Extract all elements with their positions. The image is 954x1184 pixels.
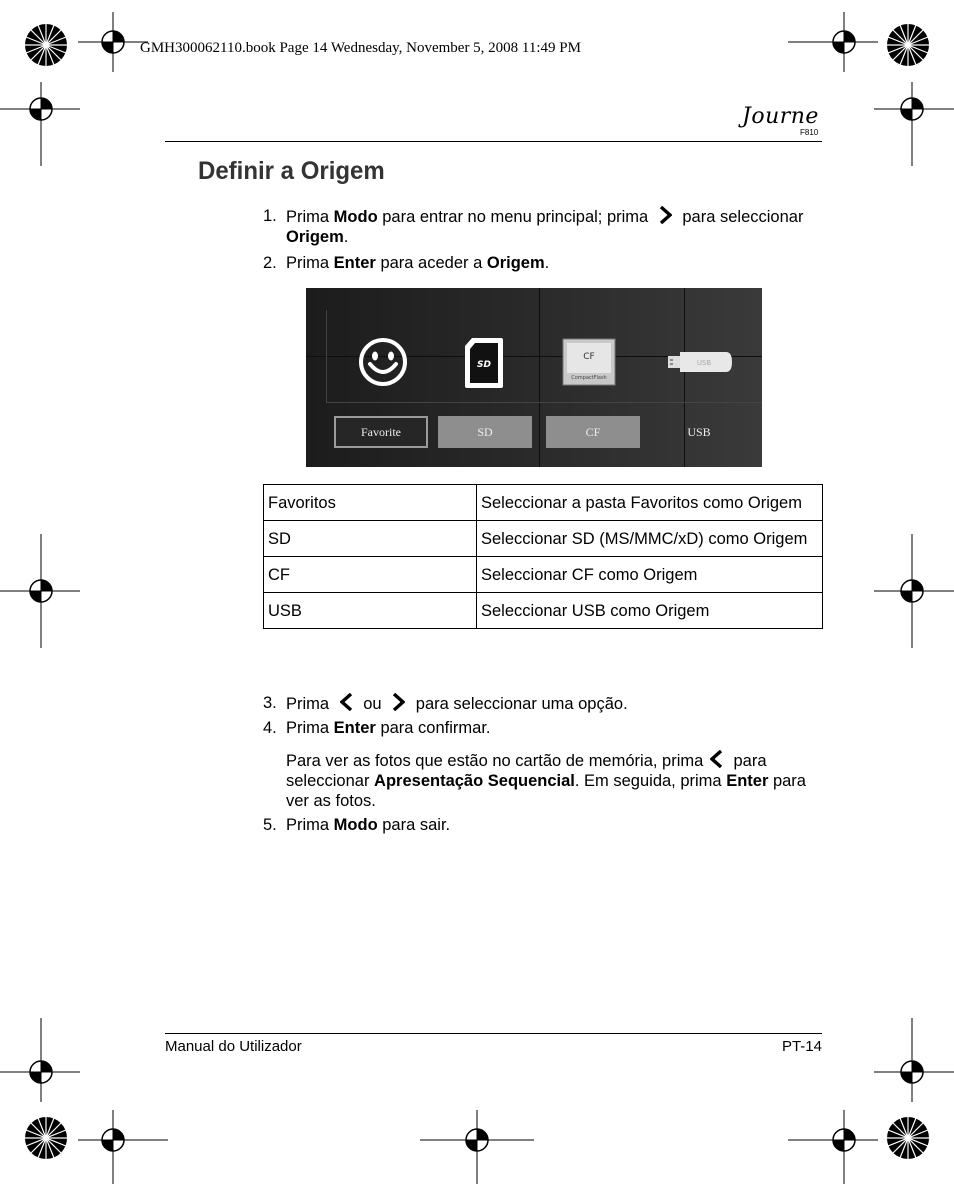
text-run: Prima (286, 254, 334, 272)
table-row (264, 485, 823, 521)
crosshair-mark-bottom-center (420, 1110, 534, 1184)
key-enter: Enter (333, 254, 376, 272)
table-row (264, 557, 823, 593)
chevron-left-icon (340, 693, 353, 711)
step-3 (263, 693, 823, 713)
option-cell: CF (264, 557, 477, 593)
key-enter: Enter (726, 772, 769, 790)
crosshair-mark-right-bottom (874, 1018, 954, 1102)
text-run: para seleccionar uma opção. (411, 695, 628, 713)
crosshair-mark-right-middle (874, 534, 954, 648)
crosshair-mark-bottom-a (78, 1110, 168, 1184)
table-row (264, 521, 823, 557)
crosshair-mark-bottom-b (788, 1110, 888, 1184)
step-5 (263, 815, 823, 835)
description-cell: Seleccionar a pasta Favoritos como Origem (477, 485, 823, 521)
usb-drive-label: USB (696, 359, 712, 367)
footer-manual-title: Manual do Utilizador (165, 1038, 302, 1055)
tile-cf: CF (546, 416, 640, 448)
text-run: Prima (286, 208, 334, 226)
text-run: para seleccionar (677, 208, 804, 226)
text-run: ou (358, 695, 387, 713)
crosshair-mark-left-bottom (0, 1018, 80, 1102)
chevron-right-icon (659, 206, 672, 224)
crosshair-mark-left-middle (0, 534, 80, 648)
step-number: 5. (263, 816, 277, 834)
table-row (264, 593, 823, 629)
step-number: 3. (263, 694, 277, 712)
print-slug-line: GMH300062110.book Page 14 Wednesday, November 5, 2008 11:49 PM (140, 40, 581, 56)
description-cell: Seleccionar USB como Origem (477, 593, 823, 629)
cf-card-label: CF (583, 352, 595, 362)
text-run: para aceder a (375, 254, 487, 272)
text-run: para entrar no menu principal; prima (377, 208, 653, 226)
text-run: Prima (286, 816, 334, 834)
step-1 (263, 206, 823, 248)
key-modo: Modo (333, 208, 378, 226)
text-run: para seleccionar (286, 752, 767, 790)
screen-grid-line (326, 310, 327, 402)
option-cell: SD (264, 521, 477, 557)
description-cell: Seleccionar CF como Origem (477, 557, 823, 593)
starburst-mark-bottom-right (886, 1116, 930, 1160)
header-rule (165, 141, 822, 142)
text-run: Para ver as fotos que estão no cartão de memória, prima (286, 752, 708, 770)
cf-card-sublabel: CompactFlash (571, 375, 607, 381)
step-text (286, 253, 823, 273)
description-cell: Seleccionar SD (MS/MMC/xD) como Origem (477, 521, 823, 557)
step-text (286, 718, 823, 738)
text-run: para confirmar. (375, 719, 491, 737)
step-4 (263, 718, 823, 738)
text-run: . (544, 254, 550, 272)
key-origem: Origem (486, 254, 545, 272)
text-run: . (343, 228, 349, 246)
crosshair-mark-left-top (0, 82, 80, 166)
text-run: Prima (286, 695, 334, 713)
key-enter: Enter (333, 719, 376, 737)
tile-favorite: Favorite (334, 416, 428, 448)
key-modo: Modo (333, 816, 378, 834)
key-origem: Origem (286, 228, 344, 246)
key-apresentacao-sequencial: Apresentação Sequencial (374, 772, 575, 790)
step-number: 2. (263, 254, 277, 272)
screen-grid-line (326, 402, 762, 403)
crosshair-mark-right-top (874, 82, 954, 166)
text-run: para sair. (377, 816, 451, 834)
page-number: PT-14 (781, 1038, 822, 1055)
text-run: Prima (286, 719, 334, 737)
tile-usb: USB (687, 424, 711, 439)
step-text (286, 815, 823, 835)
step-number: 1. (263, 207, 277, 225)
sd-card-icon (463, 336, 505, 395)
starburst-mark-bottom-left (24, 1116, 68, 1160)
brand-model-number: F810 (800, 128, 819, 137)
step-text (286, 206, 823, 247)
brand-logo-script: Journe (742, 104, 819, 129)
starburst-mark-top-right (886, 23, 930, 67)
smiley-face-icon (357, 336, 409, 393)
chevron-right-icon (392, 693, 405, 711)
page-title: Definir a Origem (198, 157, 385, 185)
step-4-note (286, 750, 826, 811)
option-cell: USB (264, 593, 477, 629)
text-run: para ver as fotos. (286, 772, 806, 810)
usb-drive-icon (666, 348, 734, 381)
option-cell: Favoritos (264, 485, 477, 521)
starburst-mark-top-left (24, 23, 68, 67)
tile-sd: SD (438, 416, 532, 448)
source-menu-screenshot (306, 288, 762, 467)
screen-grid-line (539, 288, 540, 467)
crosshair-mark-top-a (78, 12, 148, 72)
sd-card-label: SD (477, 360, 491, 370)
source-options-table (263, 484, 823, 629)
chevron-left-icon (710, 750, 723, 768)
crosshair-mark-top-b (788, 12, 888, 72)
step-number: 4. (263, 719, 277, 737)
text-run: . Em seguida, prima (574, 772, 727, 790)
step-2 (263, 253, 823, 273)
step-text (286, 693, 823, 714)
compactflash-card-icon (562, 338, 616, 391)
footer-rule (165, 1033, 822, 1034)
